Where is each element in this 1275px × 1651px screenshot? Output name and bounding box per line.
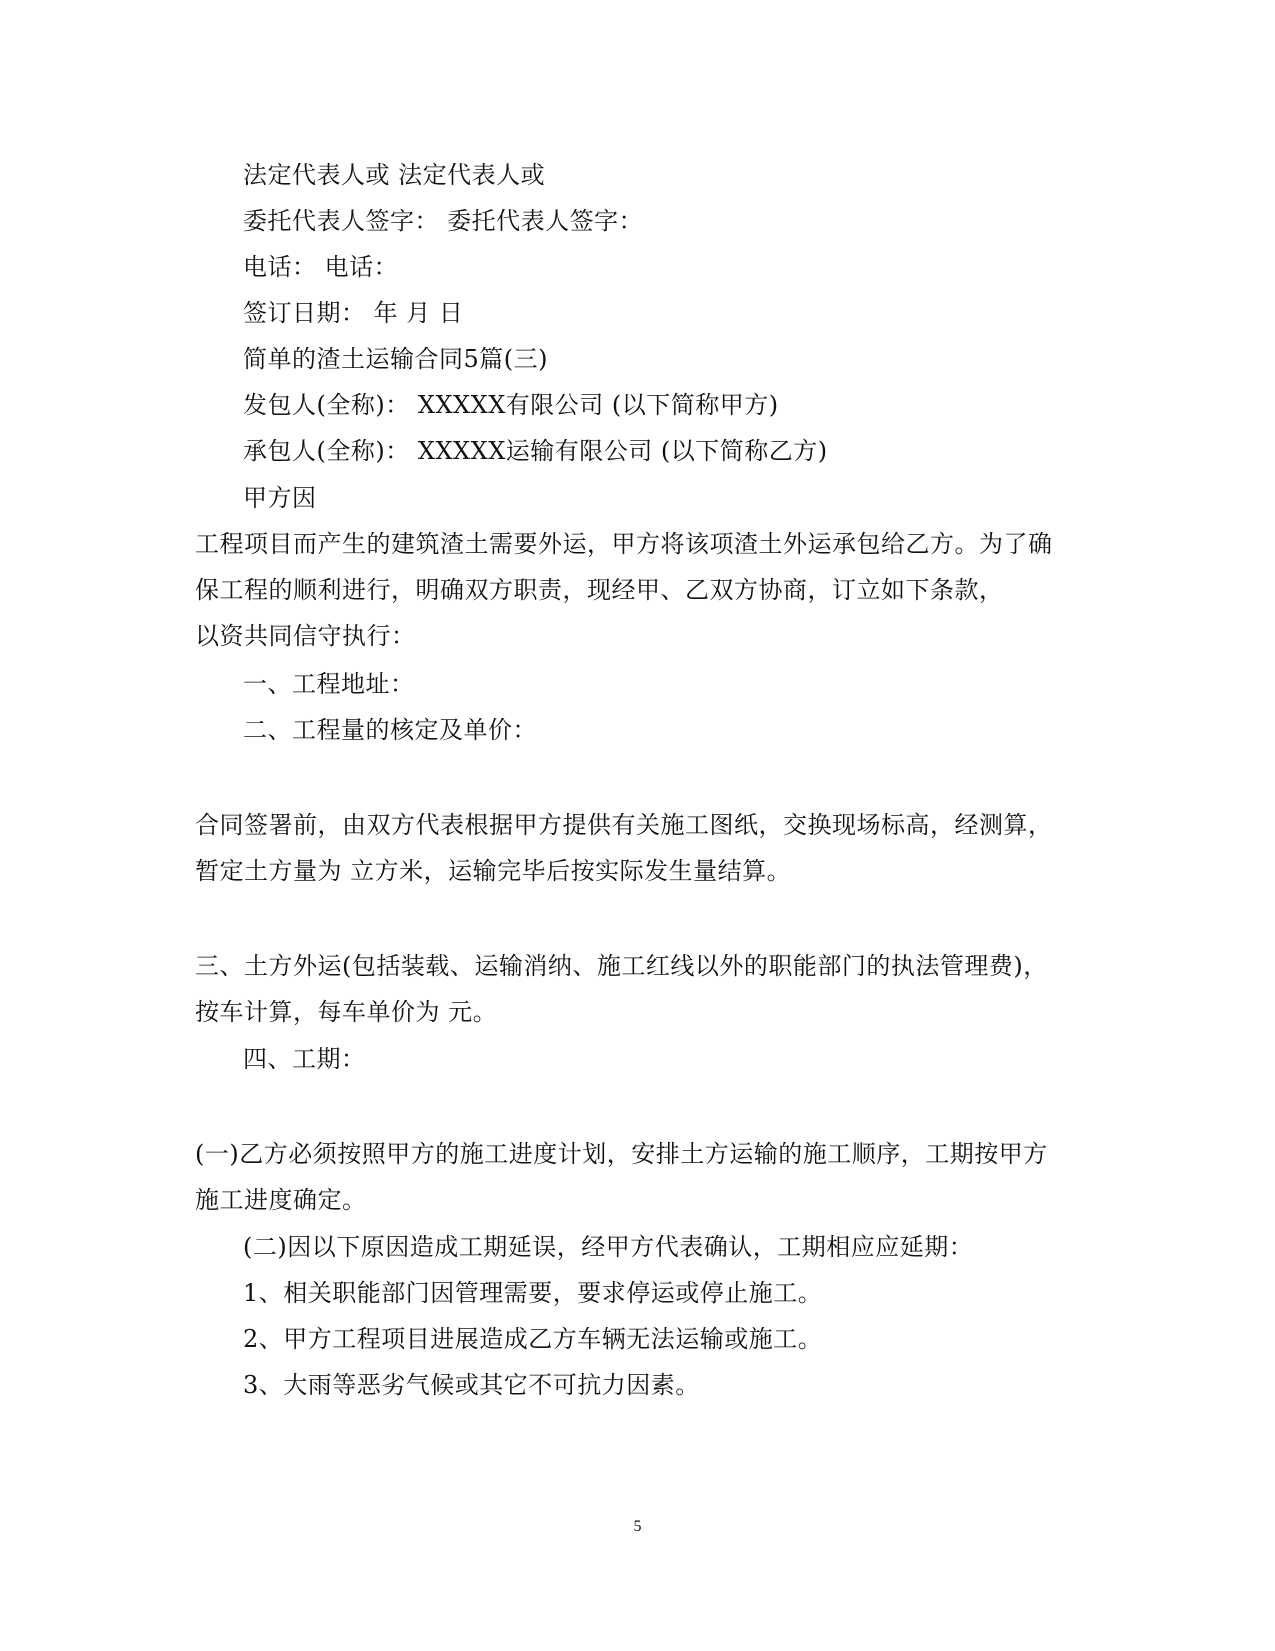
text-line: 委托代表人签字： 委托代表人签字：	[243, 207, 644, 235]
text-line: 发包人(全称)： XXXXX有限公司 (以下简称甲方)	[243, 391, 779, 419]
text-line: 1、相关职能部门因管理需要，要求停运或停止施工。	[243, 1279, 823, 1307]
text-line: 暂定土方量为 立方米，运输完毕后按实际发生量结算。	[195, 857, 792, 885]
text-line: 甲方因	[243, 484, 317, 512]
text-line: 二、工程量的核定及单价：	[243, 716, 537, 744]
text-line: 四、工期：	[243, 1045, 366, 1073]
text-line: 电话： 电话：	[243, 253, 399, 281]
text-line: (二)因以下原因造成工期延误，经甲方代表确认，工期相应应延期：	[243, 1233, 974, 1261]
text-line: 以资共同信守执行：	[195, 622, 416, 650]
page-number: 5	[633, 1518, 642, 1535]
text-line: 3、大雨等恶劣气候或其它不可抗力因素。	[243, 1371, 700, 1399]
text-line: (一)乙方必须按照甲方的施工进度计划，安排土方运输的施工顺序，工期按甲方	[195, 1140, 1048, 1168]
text-line: 按车计算，每车单价为 元。	[195, 998, 498, 1026]
text-line: 法定代表人或 法定代表人或	[243, 161, 546, 189]
text-line: 合同签署前，由双方代表根据甲方提供有关施工图纸，交换现场标高，经测算，	[195, 811, 1053, 839]
text-line: 承包人(全称)： XXXXX运输有限公司 (以下简称乙方)	[243, 437, 828, 465]
text-line: 一、工程地址：	[243, 670, 415, 698]
text-line: 工程项目而产生的建筑渣土需要外运，甲方将该项渣土外运承包给乙方。为了确	[195, 530, 1053, 558]
section-heading: 简单的渣土运输合同5篇(三)	[243, 345, 548, 373]
text-line: 2、甲方工程项目进展造成乙方车辆无法运输或施工。	[243, 1325, 823, 1353]
text-line: 施工进度确定。	[195, 1186, 367, 1214]
text-line: 签订日期： 年 月 日	[243, 299, 464, 327]
text-line: 三、土方外运(包括装载、运输消纳、施工红线以外的职能部门的执法管理费)，	[195, 952, 1048, 980]
text-line: 保工程的顺利进行，明确双方职责，现经甲、乙双方协商，订立如下条款，	[195, 576, 1004, 604]
